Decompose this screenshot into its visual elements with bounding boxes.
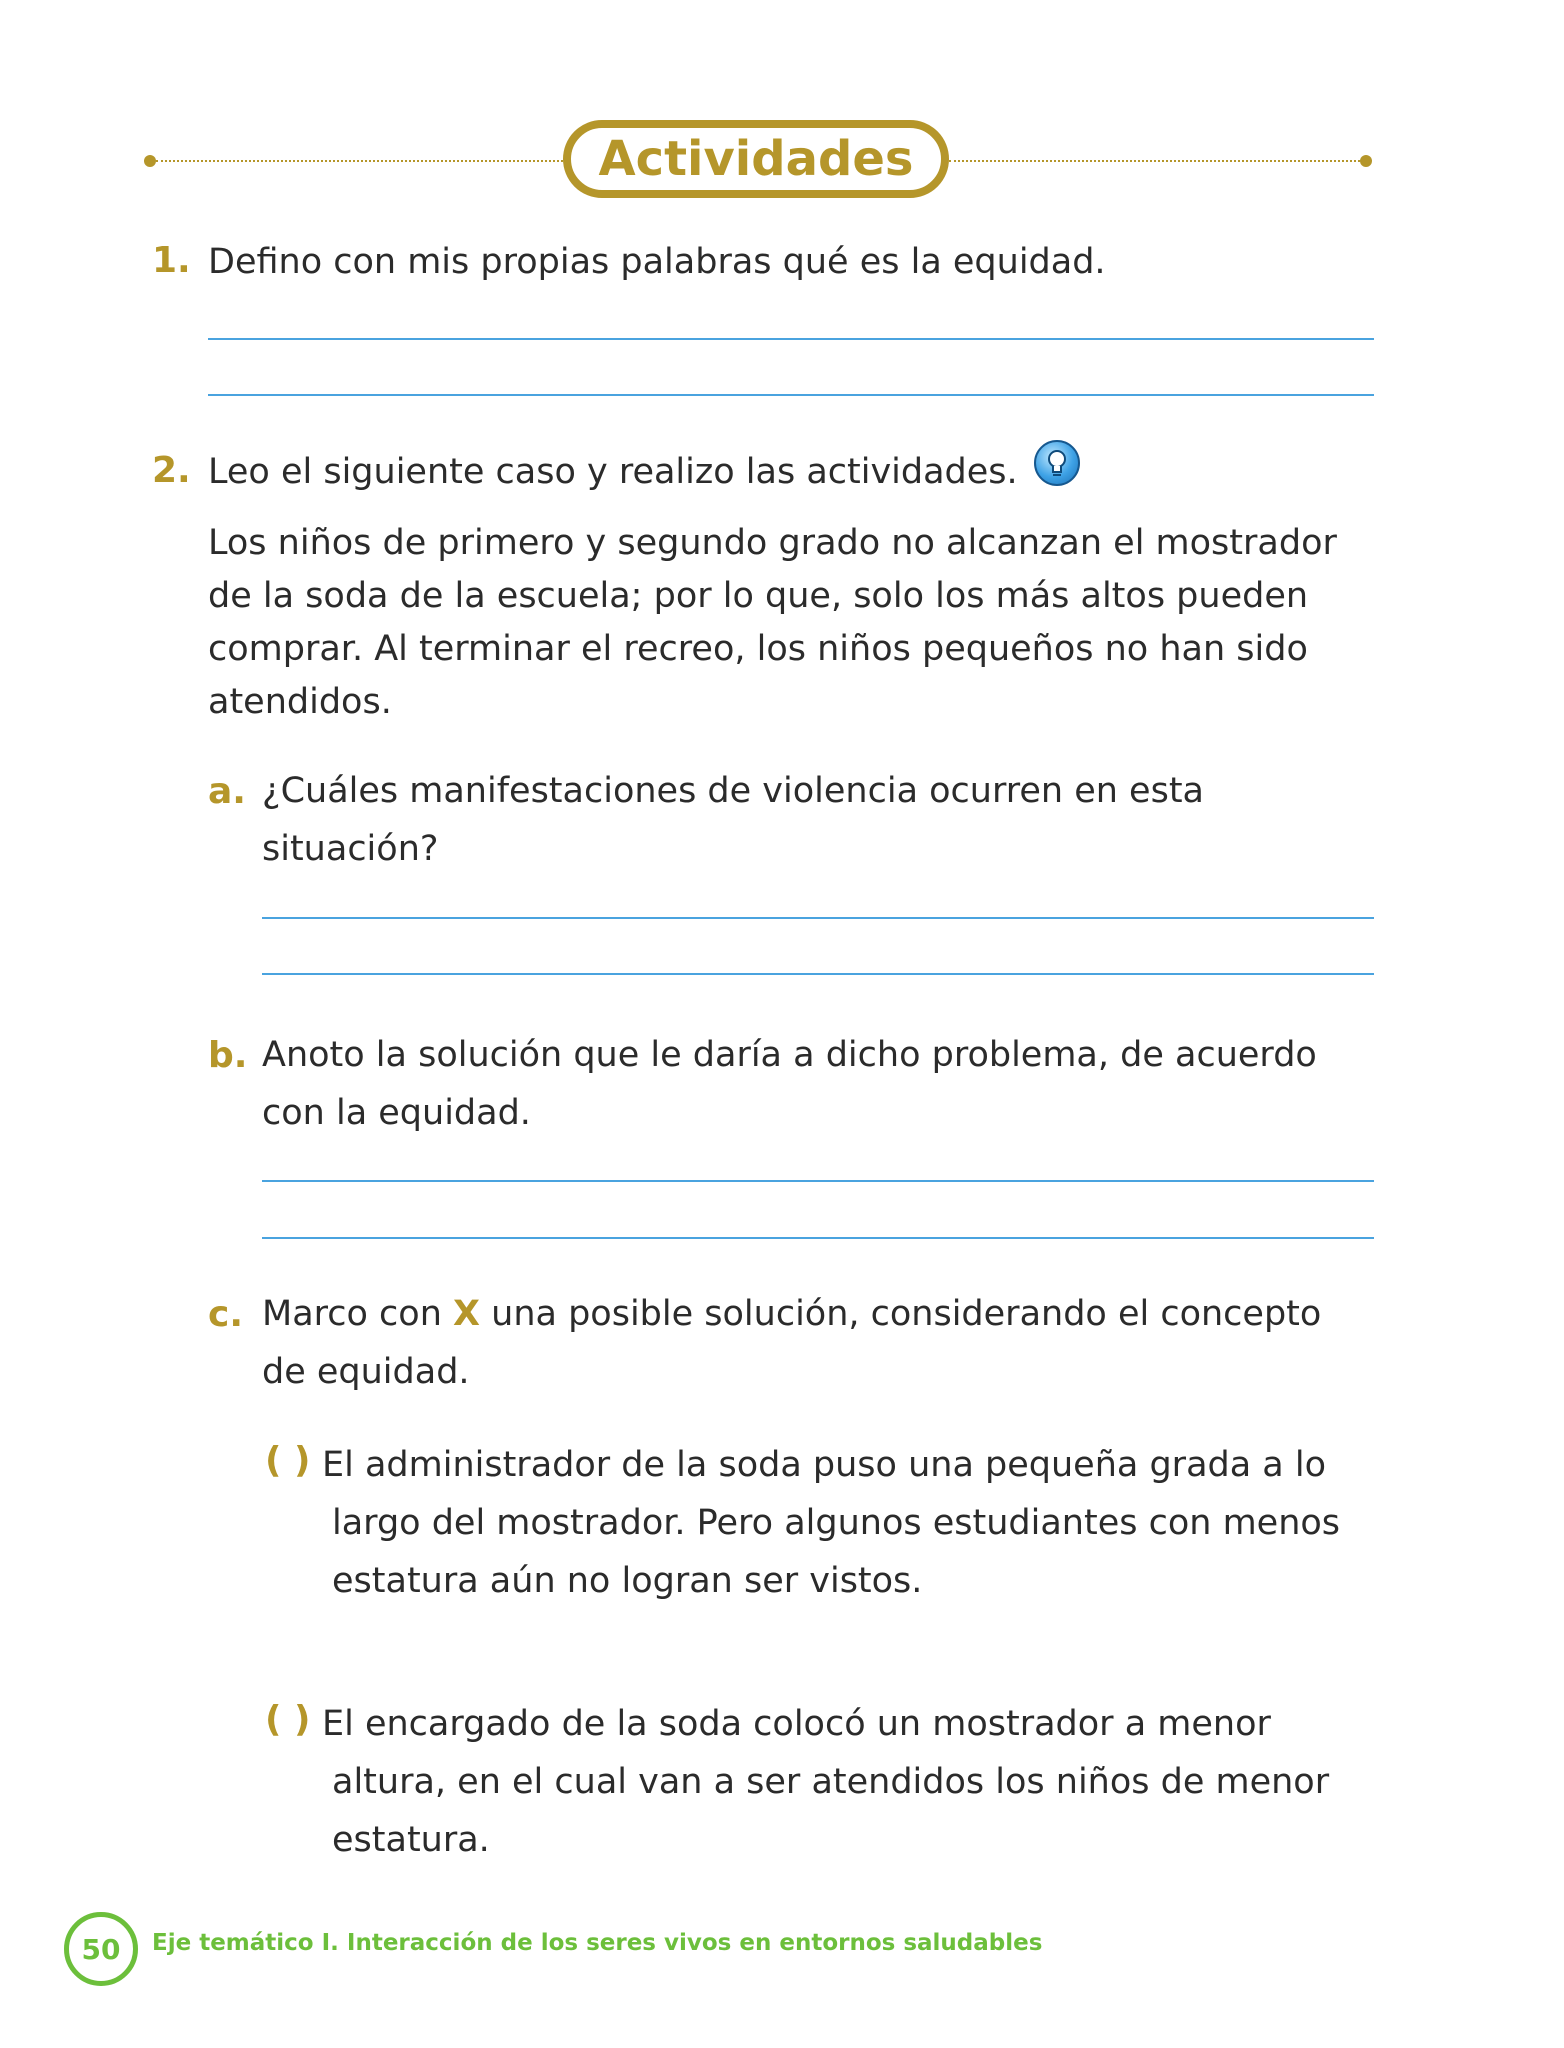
subquestion-c-text — [262, 1285, 1462, 1401]
answer-line-a-2[interactable] — [262, 973, 1374, 975]
lightbulb-icon — [1034, 440, 1080, 486]
option-1-line: estatura aún no logran ser vistos. — [332, 1561, 923, 1601]
header-dotted-rule-left — [156, 160, 563, 162]
answer-line-q1-1[interactable] — [208, 338, 1374, 340]
option-2-text — [322, 1695, 1522, 1869]
subquestion-c-letter: c. — [208, 1294, 244, 1335]
case-line: de la soda de la escuela; por lo que, solo los más altos pueden — [208, 576, 1309, 616]
section-title — [563, 120, 949, 198]
option-2-line: El encargado de la soda colocó un mostrador a menor — [322, 1704, 1271, 1744]
subquestion-b-line: con la equidad. — [262, 1093, 531, 1133]
subquestion-b-letter: b. — [208, 1035, 248, 1076]
header-dot-right — [1360, 155, 1372, 167]
subquestion-c-after: una posible solución, considerando el concepto — [480, 1294, 1322, 1334]
option-1-checkbox[interactable]: ( ) — [265, 1440, 311, 1481]
subquestion-b-line: Anoto la solución que le daría a dicho problema, de acuerdo — [262, 1035, 1317, 1075]
option-1-text — [322, 1436, 1522, 1610]
subquestion-c-before: Marco con — [262, 1294, 454, 1334]
case-line: Los niños de primero y segundo grado no alcanzan el mostrador — [208, 523, 1337, 563]
question-2-number: 2. — [152, 450, 191, 491]
footer-section-title: Eje temático I. Interacción de los seres vivos en entornos saludables — [152, 1930, 1043, 1956]
subquestion-c-line-1 — [262, 1285, 1462, 1343]
subquestion-c-line-2: de equidad. — [262, 1352, 470, 1392]
page-number: 50 — [81, 1932, 121, 1966]
subquestion-a-letter: a. — [208, 771, 246, 812]
case-line: atendidos. — [208, 682, 392, 722]
x-mark: X — [453, 1294, 481, 1334]
option-1-line: El administrador de la soda puso una pequeña grada a lo — [322, 1445, 1327, 1485]
answer-line-a-1[interactable] — [262, 917, 1374, 919]
option-2-line: estatura. — [332, 1820, 490, 1860]
header-dot-left — [144, 155, 156, 167]
subquestion-a-text — [262, 762, 1462, 878]
option-2-checkbox[interactable]: ( ) — [265, 1699, 311, 1740]
header-dotted-rule-right — [949, 160, 1360, 162]
answer-line-b-1[interactable] — [262, 1180, 1374, 1182]
subquestion-b-text — [262, 1026, 1462, 1142]
subquestion-a-line: ¿Cuáles manifestaciones de violencia ocurren en esta — [262, 771, 1204, 811]
option-1-line: largo del mostrador. Pero algunos estudiantes con menos — [332, 1503, 1341, 1543]
answer-line-b-2[interactable] — [262, 1237, 1374, 1239]
section-title-text: Actividades — [598, 131, 914, 187]
option-2-line: altura, en el cual van a ser atendidos los niños de menor — [332, 1762, 1330, 1802]
question-2-text: Leo el siguiente caso y realizo las actividades. — [208, 452, 1018, 492]
question-1-text: Defino con mis propias palabras qué es la equidad. — [208, 242, 1106, 282]
question-1-number: 1. — [152, 240, 191, 281]
case-line: comprar. Al terminar el recreo, los niños pequeños no han sido — [208, 629, 1308, 669]
page-number-badge — [64, 1912, 138, 1986]
subquestion-a-line: situación? — [262, 829, 439, 869]
case-paragraph — [208, 517, 1408, 729]
answer-line-q1-2[interactable] — [208, 394, 1374, 396]
